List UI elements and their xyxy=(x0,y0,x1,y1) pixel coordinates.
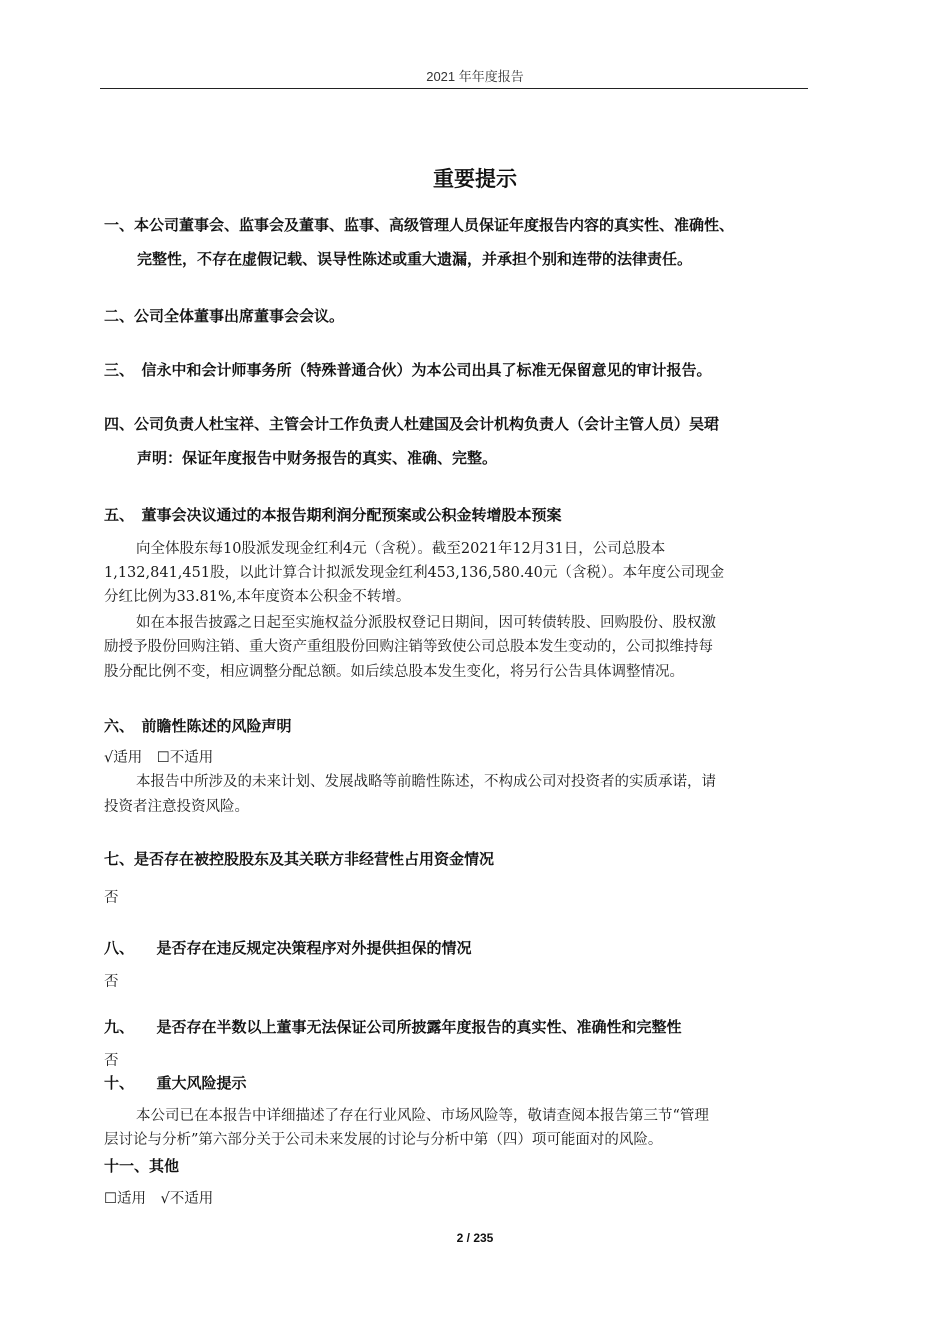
section-5-para-4: 如在本报告披露之日起至实施权益分派股权登记日期间，因可转债转股、回购股份、股权激 xyxy=(136,615,716,631)
section-11-heading: 十一、其他 xyxy=(104,1157,180,1175)
section-5-para-1: 向全体股东每10股派发现金红利4元（含税）。截至2021年12月31日，公司总股本 xyxy=(136,541,666,557)
section-5-para-2: 1,132,841,451股，以此计算合计拟派发现金红利453,136,580.40元（含税）。本年度公司现金 xyxy=(104,565,725,581)
section-1-line-2: 完整性，不存在虚假记载、误导性陈述或重大遗漏，并承担个别和连带的法律责任。 xyxy=(137,250,693,268)
section-4-line-2: 声明：保证年度报告中财务报告的真实、准确、完整。 xyxy=(137,449,498,467)
section-2-heading: 二、公司全体董事出席董事会会议。 xyxy=(104,307,345,325)
section-8-heading: 八、 是否存在违反规定决策程序对外提供担保的情况 xyxy=(104,939,472,957)
section-9-heading: 九、 是否存在半数以上董事无法保证公司所披露年度报告的真实性、准确性和完整性 xyxy=(104,1018,682,1036)
section-7-heading: 七、是否存在被控股股东及其关联方非经营性占用资金情况 xyxy=(104,850,495,868)
section-10-para-1: 本公司已在本报告中详细描述了存在行业风险、市场风险等，敬请查阅本报告第三节“管理 xyxy=(136,1108,709,1124)
running-header: 2021 年年度报告 xyxy=(426,69,524,84)
section-5-para-6: 股分配比例不变，相应调整分配总额。如后续总股本发生变化，将另行公告具体调整情况。 xyxy=(104,664,684,680)
section-5-para-3: 分红比例为33.81%,本年度资本公积金不转增。 xyxy=(104,589,411,605)
section-6-para-1: 本报告中所涉及的未来计划、发展战略等前瞻性陈述，不构成公司对投资者的实质承诺，请 xyxy=(136,774,716,790)
section-5-para-5: 励授予股份回购注销、重大资产重组股份回购注销等致使公司总股本发生变动的，公司拟维持每 xyxy=(104,639,713,655)
section-10-para-2: 层讨论与分析”第六部分关于公司未来发展的讨论与分析中第（四）项可能面对的风险。 xyxy=(104,1132,663,1148)
section-6-option: √适用 ☐不适用 xyxy=(104,750,214,766)
page-number: 2 / 235 xyxy=(456,1231,494,1245)
section-9-answer: 否 xyxy=(104,1053,119,1069)
section-6-heading: 六、 前瞻性陈述的风险声明 xyxy=(104,717,292,735)
section-3-heading: 三、 信永中和会计师事务所（特殊普通合伙）为本公司出具了标准无保留意见的审计报告。 xyxy=(104,361,712,379)
section-11-option: ☐适用 √不适用 xyxy=(104,1191,214,1207)
section-4-line-1: 四、公司负责人杜宝祥、主管会计工作负责人杜建国及会计机构负责人（会计主管人员）吴珺 xyxy=(104,415,720,433)
section-5-heading: 五、 董事会决议通过的本报告期利润分配预案或公积金转增股本预案 xyxy=(104,506,562,524)
header-rule xyxy=(100,88,808,89)
section-8-answer: 否 xyxy=(104,974,119,990)
page-title: 重要提示 xyxy=(433,167,517,191)
section-1-line-1: 一、本公司董事会、监事会及董事、监事、高级管理人员保证年度报告内容的真实性、准确性、 xyxy=(104,216,735,234)
section-7-answer: 否 xyxy=(104,890,119,906)
section-10-heading: 十、 重大风险提示 xyxy=(104,1074,247,1092)
section-6-para-2: 投资者注意投资风险。 xyxy=(104,799,249,815)
